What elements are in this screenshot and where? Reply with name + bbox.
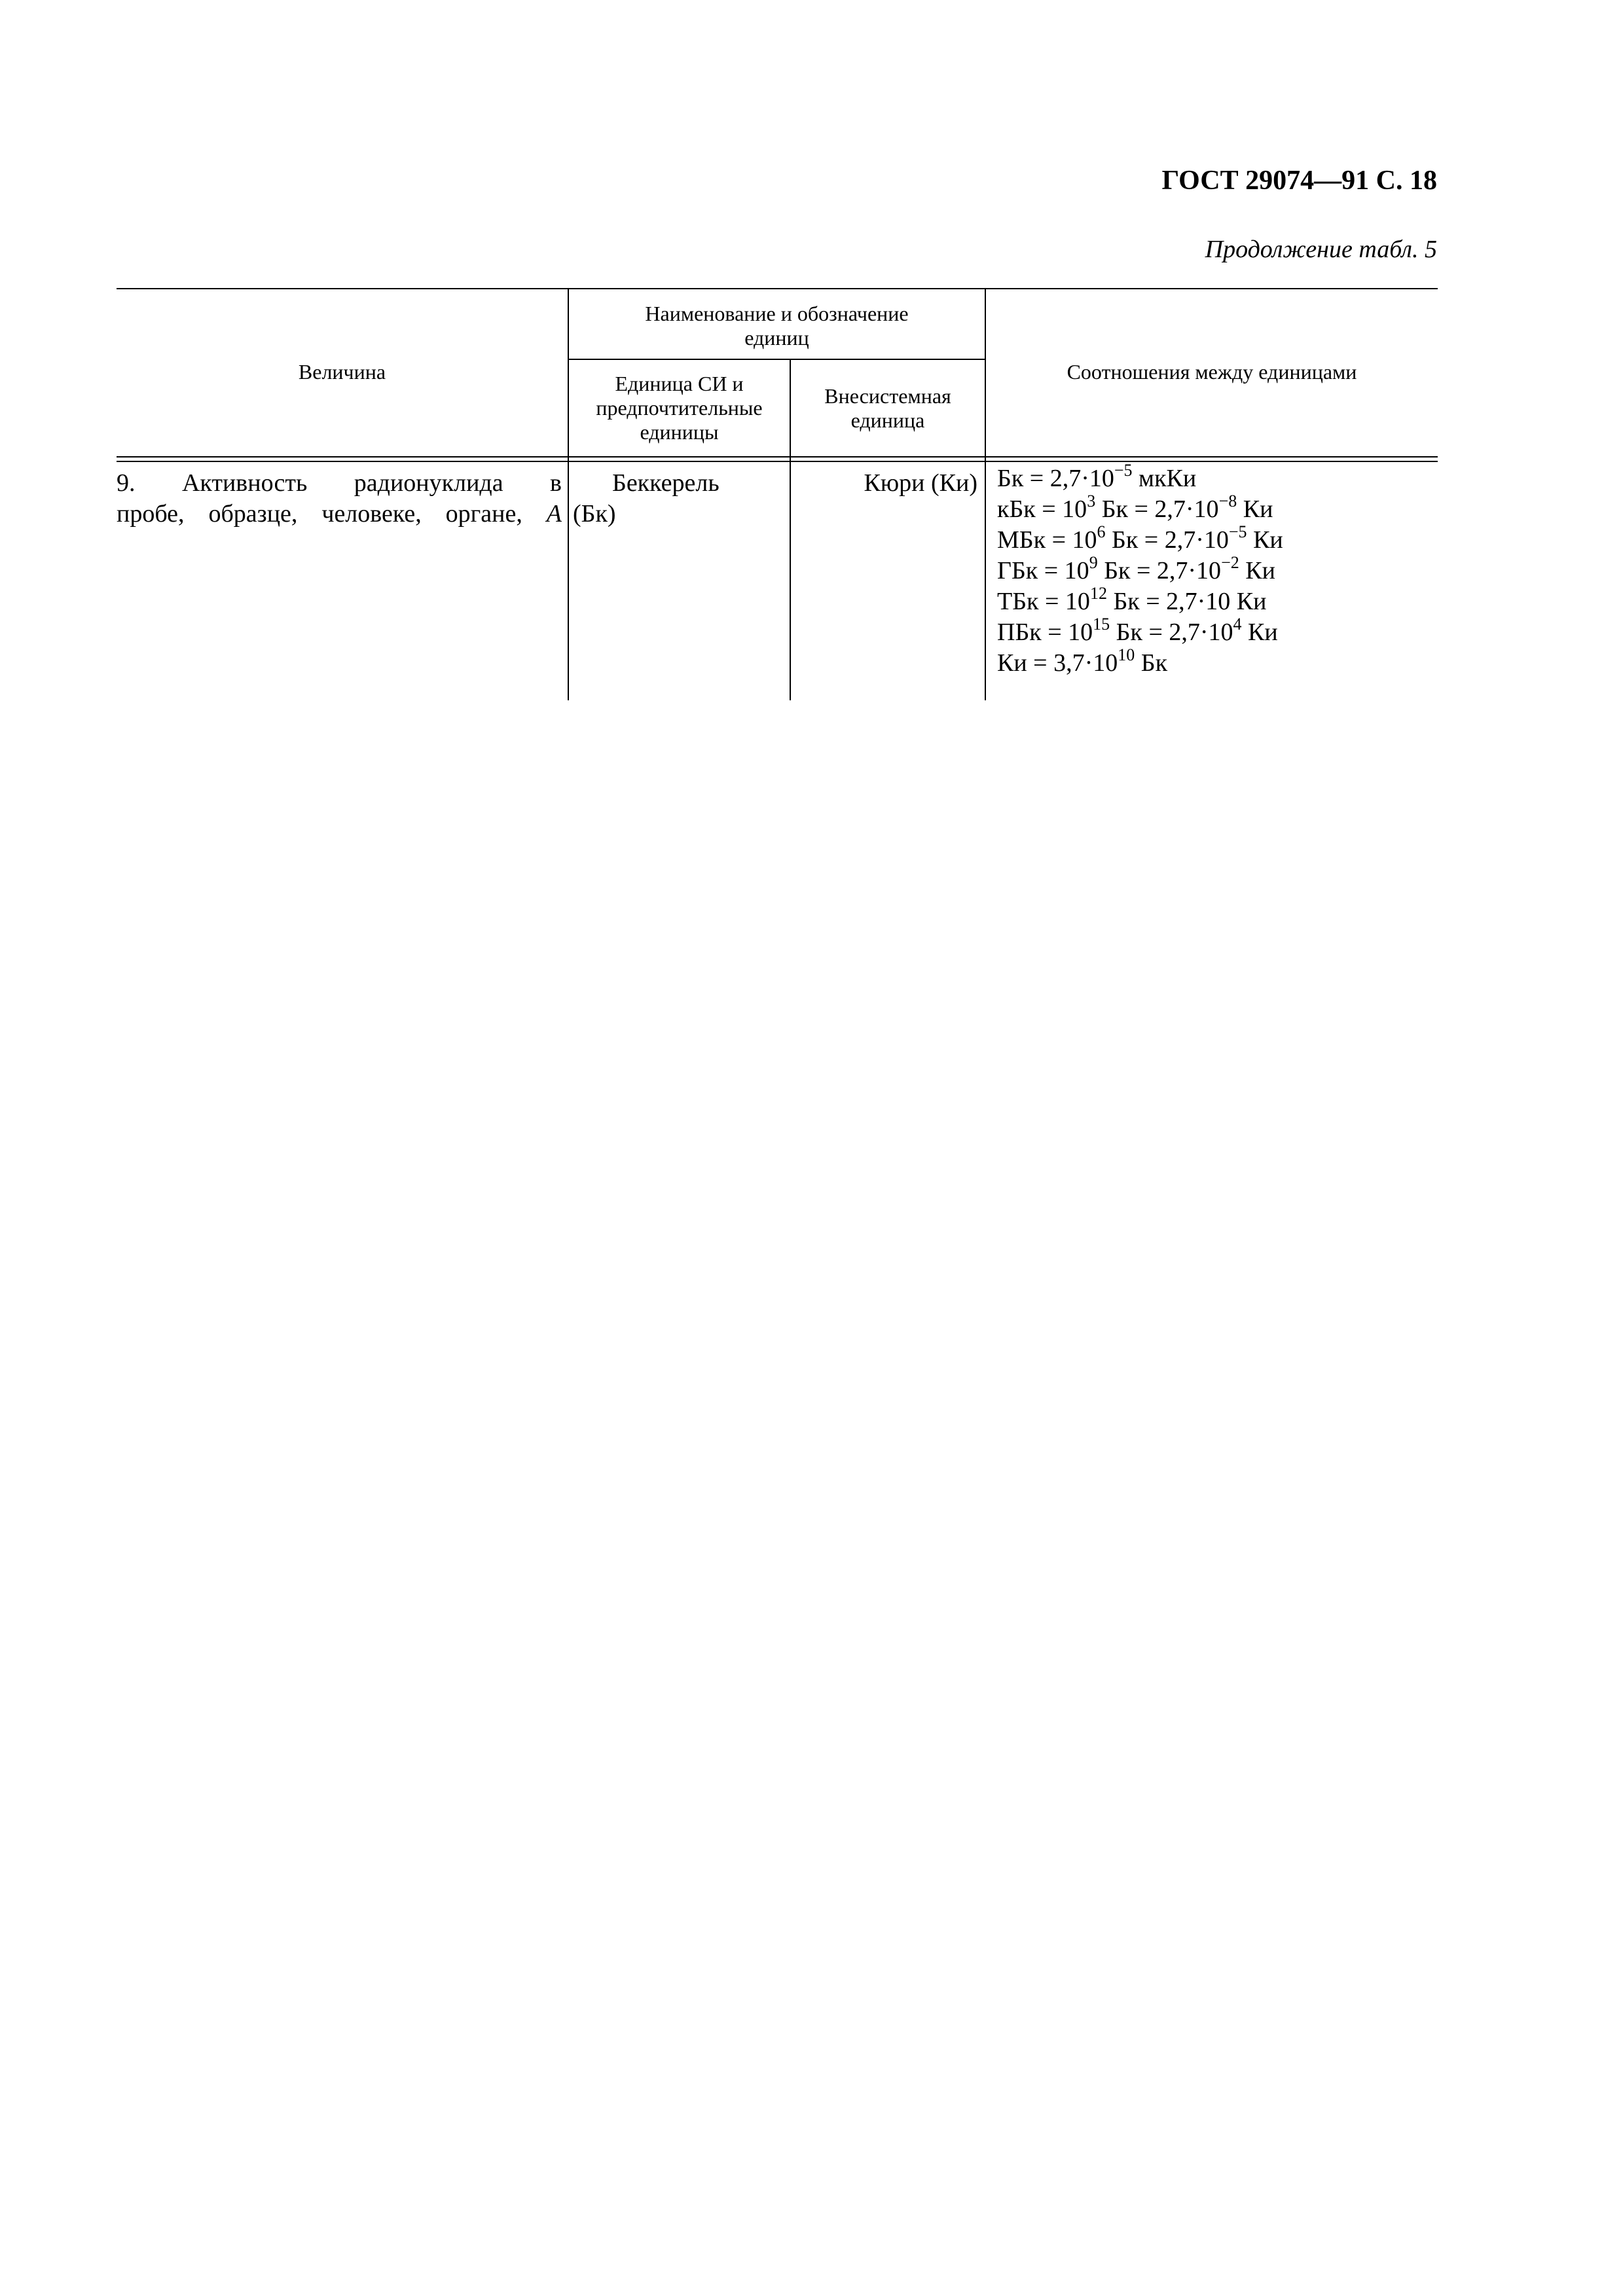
header-bottom-rule (117, 456, 1438, 457)
header-line: единица (850, 408, 925, 432)
si-unit-symbol: (Бк) (573, 500, 616, 528)
relation-line: МБк = $10^6$ Бк = $2,7\cdot 10^{-5}$ Ки (997, 522, 1283, 554)
quantity-line: пробе, образце, человеке, органе, A (117, 500, 562, 528)
header-line: единицы (640, 420, 719, 444)
header-units-group (569, 293, 985, 359)
relation-line: Бк = $2,7\cdot 10^{-5}$ мкКи (997, 461, 1197, 492)
relations-cell (997, 463, 1429, 679)
quantity-line: 9. Активность радионуклида в (117, 469, 562, 497)
relation-line: ПБк = $10^{15}$ Бк = $2,7\cdot 10^4$ Ки (997, 615, 1278, 646)
si-unit-cell (573, 468, 782, 529)
header-si-unit (569, 360, 790, 456)
header-line: единиц (744, 326, 809, 350)
relation-line: ГБк = $10^9$ Бк = $2,7\cdot 10^{-2}$ Ки (997, 553, 1275, 584)
header-nonsystem-unit (791, 360, 985, 456)
header-bottom-rule-double (117, 461, 1438, 462)
header-relations: Соотношения между единицами (1067, 360, 1357, 384)
relation-line: ТБк = $10^{12}$ Бк = 2,7·10 Ки (997, 584, 1267, 615)
header-quantity: Величина (298, 360, 386, 384)
relation-line: Ки = $3,7\cdot 10^{10}$ Бк (997, 645, 1168, 677)
table-continuation-label: Продолжение табл. 5 (1205, 236, 1437, 263)
quantity-cell (117, 468, 562, 529)
units-table (117, 288, 1438, 700)
header-line: Единица СИ и (615, 372, 744, 395)
header-line: Внесистемная (824, 384, 951, 408)
quantity-symbol: A (546, 500, 562, 528)
nonsystem-unit-cell: Кюри (Ки) (864, 469, 977, 497)
si-unit-name: Беккерель (612, 469, 720, 497)
header-line: Наименование и обозначение (645, 302, 909, 325)
header-line: предпочтительные (596, 396, 763, 420)
page-header: ГОСТ 29074—91 С. 18 (1161, 166, 1437, 196)
relation-line: кБк = $10^3$ Бк = $2,7\cdot 10^{-8}$ Ки (997, 492, 1273, 523)
